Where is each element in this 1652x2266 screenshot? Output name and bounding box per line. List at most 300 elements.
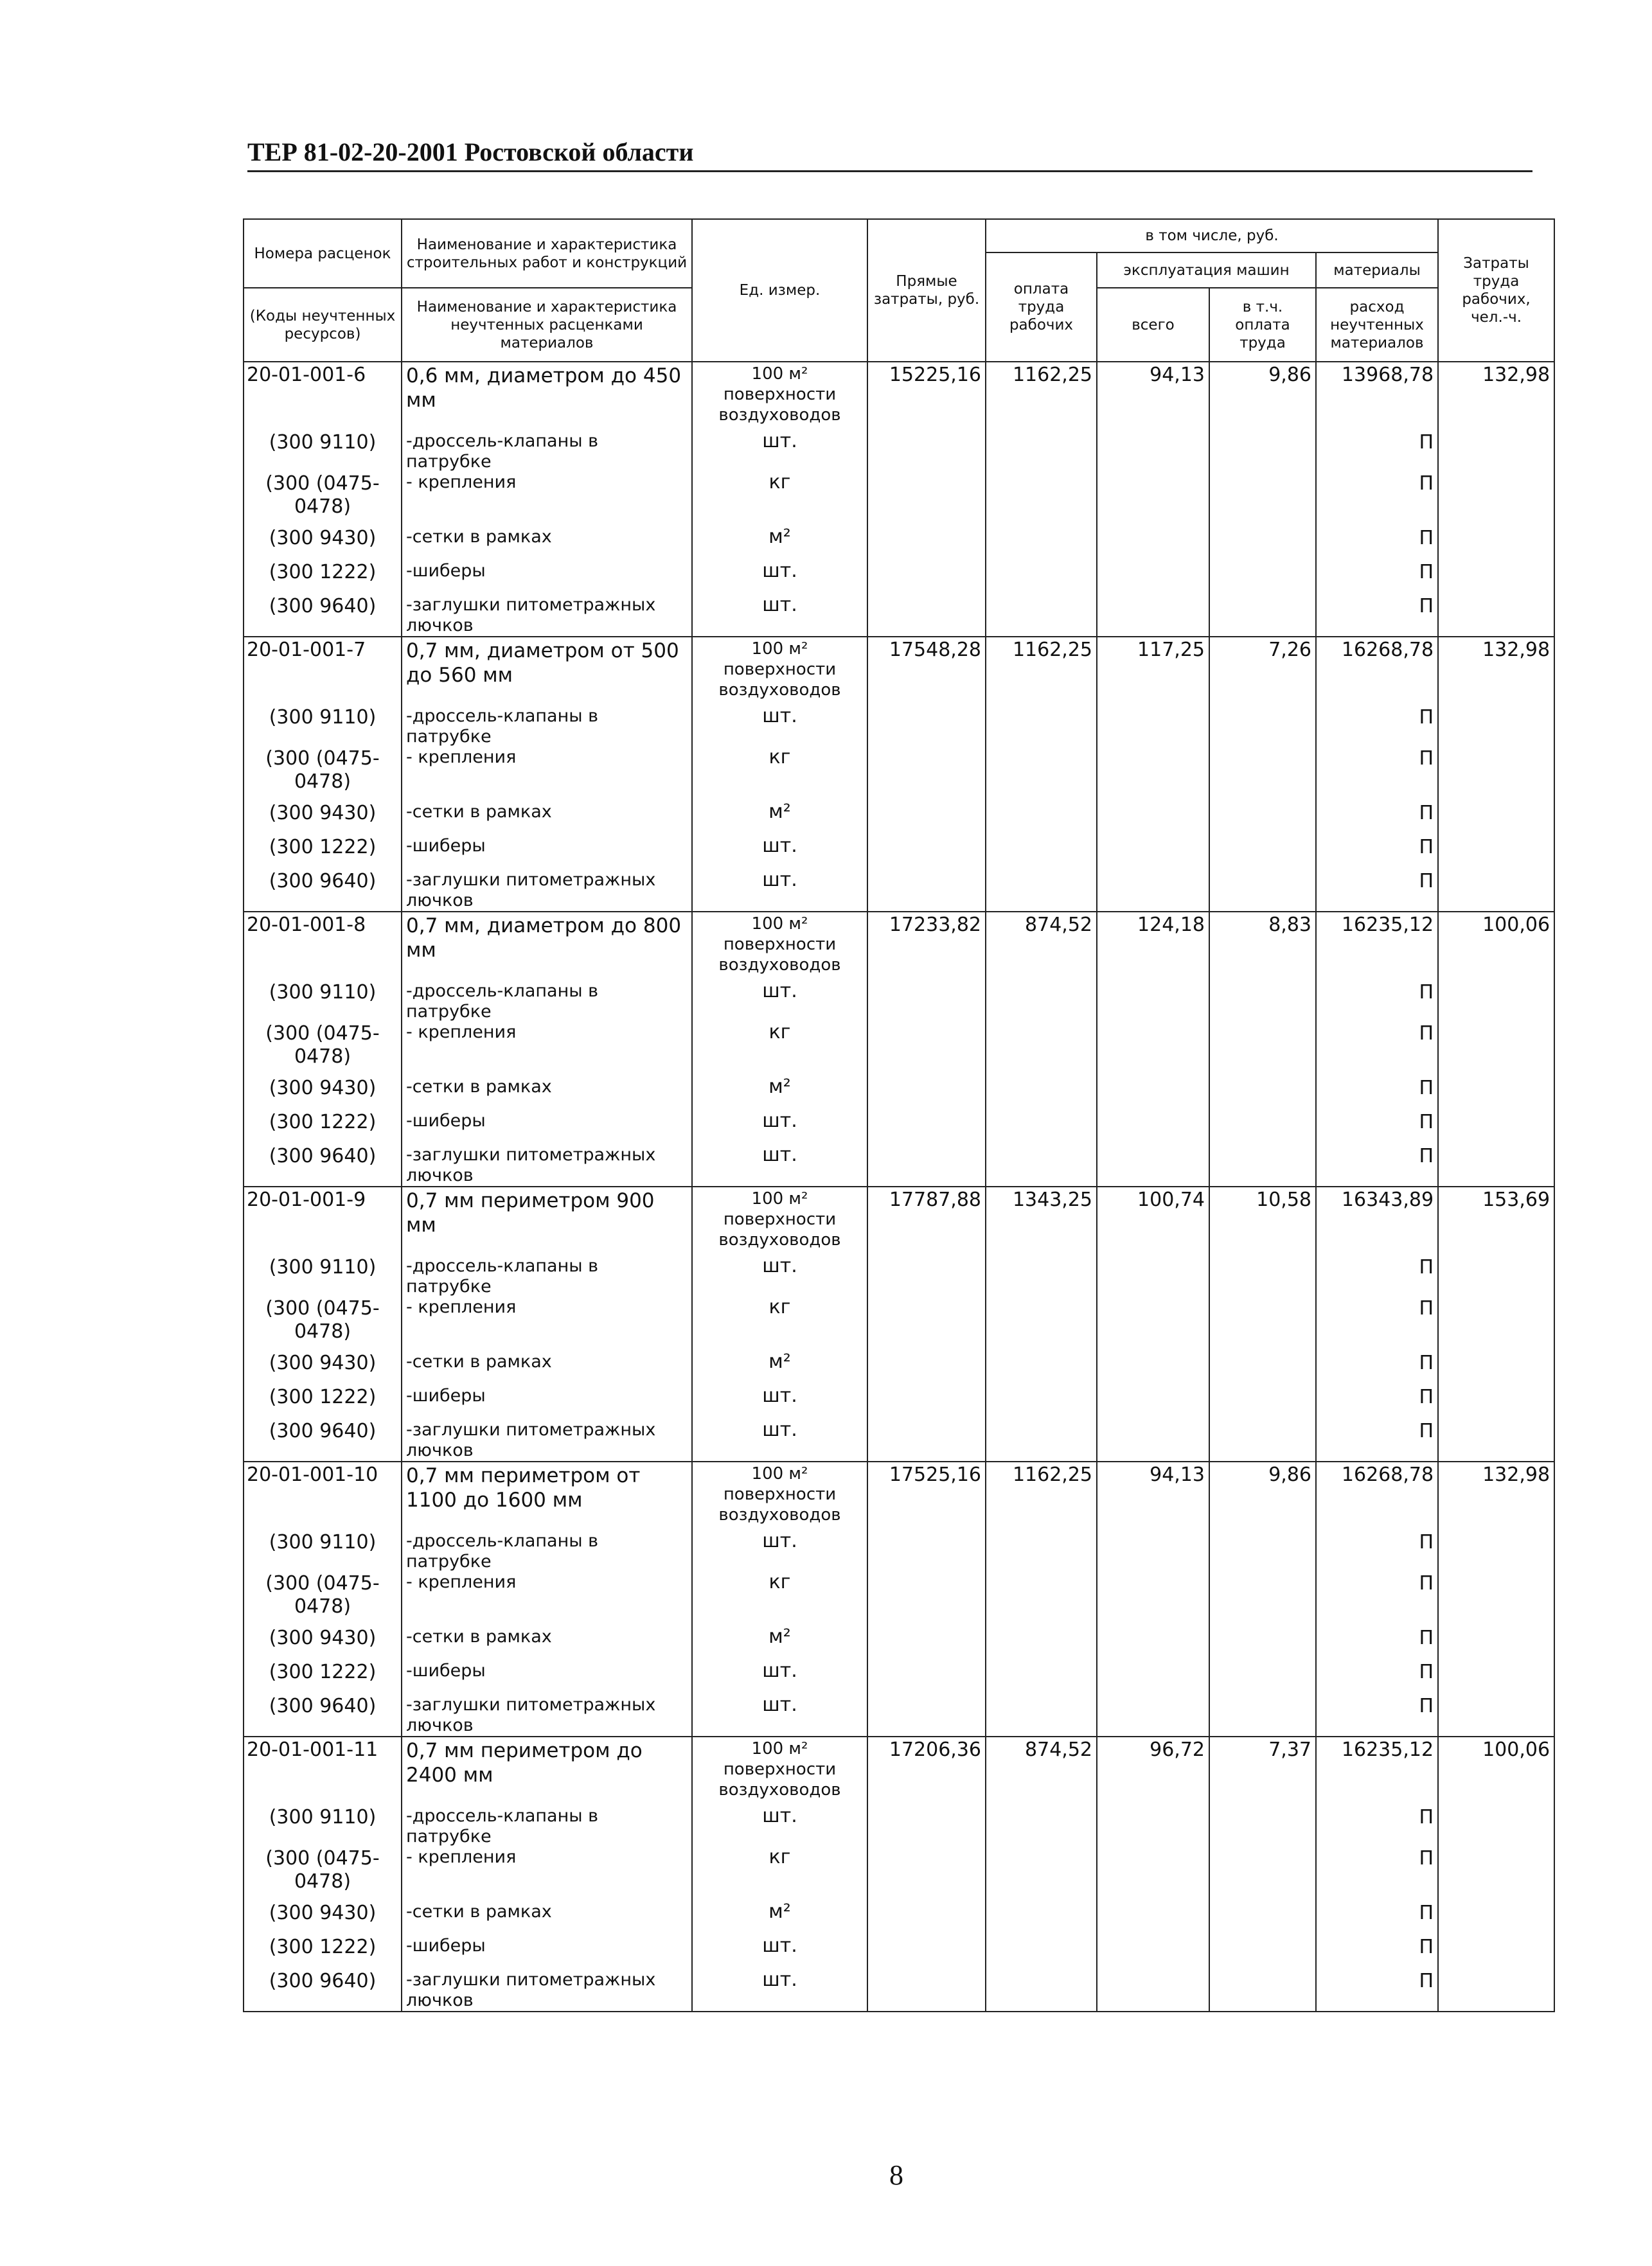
empty-cell xyxy=(1097,1627,1209,1661)
header-name-sub: Наименование и характеристика неучтенных расценками материалов xyxy=(402,288,692,362)
empty-cell xyxy=(986,1297,1097,1352)
rate-name: 0,7 мм, диаметром до 800 мм xyxy=(402,912,692,981)
empty-cell xyxy=(1438,527,1554,561)
empty-cell xyxy=(1209,870,1316,912)
empty-cell xyxy=(1438,1111,1554,1145)
resource-row xyxy=(244,431,1554,472)
empty-cell xyxy=(1209,431,1316,472)
resource-unit: м² xyxy=(692,1352,867,1386)
header-direct-costs: Прямые затраты, руб. xyxy=(867,219,986,362)
resource-code: (300 9110) xyxy=(244,706,402,747)
resource-mark: П xyxy=(1316,1627,1438,1661)
empty-cell xyxy=(1097,1572,1209,1627)
empty-cell xyxy=(986,1572,1097,1627)
machines-labor: 10,58 xyxy=(1209,1187,1316,1256)
resource-code: (300 1222) xyxy=(244,561,402,595)
empty-cell xyxy=(867,1695,986,1737)
resource-row xyxy=(244,472,1554,527)
empty-cell xyxy=(1438,1902,1554,1936)
empty-cell xyxy=(867,747,986,802)
resource-row xyxy=(244,1022,1554,1077)
empty-cell xyxy=(1209,1111,1316,1145)
resource-mark: П xyxy=(1316,561,1438,595)
empty-cell xyxy=(1438,1022,1554,1077)
resource-name: - крепления xyxy=(402,1297,692,1352)
resource-unit: м² xyxy=(692,802,867,836)
empty-cell xyxy=(986,836,1097,870)
empty-cell xyxy=(1438,836,1554,870)
resource-row xyxy=(244,1352,1554,1386)
resource-code: (300 1222) xyxy=(244,1936,402,1970)
resource-code: (300 9430) xyxy=(244,1077,402,1111)
empty-cell xyxy=(1438,1145,1554,1187)
empty-cell xyxy=(1097,1420,1209,1462)
empty-cell xyxy=(867,1661,986,1695)
materials: 16268,78 xyxy=(1316,637,1438,706)
empty-cell xyxy=(1438,1970,1554,2012)
empty-cell xyxy=(1097,1022,1209,1077)
empty-cell xyxy=(1209,1297,1316,1352)
empty-cell xyxy=(1097,1806,1209,1847)
labor-pay: 1162,25 xyxy=(986,1462,1097,1531)
resource-code: (300 (0475-0478) xyxy=(244,1847,402,1902)
machines-total: 94,13 xyxy=(1097,1462,1209,1531)
resource-code: (300 9640) xyxy=(244,1970,402,2012)
machines-total: 117,25 xyxy=(1097,637,1209,706)
rates-table xyxy=(243,218,1555,2012)
resource-name: - крепления xyxy=(402,747,692,802)
empty-cell xyxy=(1209,1022,1316,1077)
empty-cell xyxy=(986,1386,1097,1420)
resource-name: -шиберы xyxy=(402,1661,692,1695)
rate-unit: 100 м² поверхности воздуховодов xyxy=(692,912,867,981)
rate-code: 20-01-001-8 xyxy=(244,912,402,981)
empty-cell xyxy=(1438,1695,1554,1737)
resource-unit: шт. xyxy=(692,836,867,870)
resource-name: -дроссель-клапаны в патрубке xyxy=(402,431,692,472)
resource-code: (300 (0475-0478) xyxy=(244,1297,402,1352)
resource-name: -шиберы xyxy=(402,836,692,870)
empty-cell xyxy=(867,1077,986,1111)
direct-costs: 17233,82 xyxy=(867,912,986,981)
empty-cell xyxy=(1209,472,1316,527)
labor-cost: 100,06 xyxy=(1438,1737,1554,1806)
empty-cell xyxy=(1097,1256,1209,1297)
rate-row xyxy=(244,1737,1554,1806)
empty-cell xyxy=(986,527,1097,561)
empty-cell xyxy=(1097,431,1209,472)
empty-cell xyxy=(1438,1531,1554,1572)
resource-name: -заглушки питометражных лючков xyxy=(402,1145,692,1187)
empty-cell xyxy=(867,870,986,912)
empty-cell xyxy=(1438,1256,1554,1297)
empty-cell xyxy=(867,1022,986,1077)
resource-unit: шт. xyxy=(692,1970,867,2012)
resource-name: -шиберы xyxy=(402,1111,692,1145)
empty-cell xyxy=(1209,1970,1316,2012)
header-machines-labor: в т.ч. оплата труда xyxy=(1209,288,1316,362)
resource-row xyxy=(244,1661,1554,1695)
empty-cell xyxy=(1438,870,1554,912)
empty-cell xyxy=(986,1111,1097,1145)
resource-unit: шт. xyxy=(692,1256,867,1297)
empty-cell xyxy=(1097,1695,1209,1737)
empty-cell xyxy=(1209,1256,1316,1297)
resource-unit: м² xyxy=(692,1627,867,1661)
resource-code: (300 9640) xyxy=(244,1695,402,1737)
resource-mark: П xyxy=(1316,595,1438,637)
empty-cell xyxy=(867,1531,986,1572)
empty-cell xyxy=(867,802,986,836)
materials: 16268,78 xyxy=(1316,1462,1438,1531)
empty-cell xyxy=(1097,706,1209,747)
resource-mark: П xyxy=(1316,1695,1438,1737)
materials: 16343,89 xyxy=(1316,1187,1438,1256)
resource-name: -шиберы xyxy=(402,1386,692,1420)
resource-unit: м² xyxy=(692,527,867,561)
rate-unit: 100 м² поверхности воздуховодов xyxy=(692,637,867,706)
empty-cell xyxy=(1209,1806,1316,1847)
resource-code: (300 9640) xyxy=(244,1420,402,1462)
labor-pay: 874,52 xyxy=(986,912,1097,981)
header-labor-pay: оплата труда рабочих xyxy=(986,252,1097,362)
resource-row xyxy=(244,1077,1554,1111)
resource-code: (300 (0475-0478) xyxy=(244,1572,402,1627)
resource-mark: П xyxy=(1316,1077,1438,1111)
empty-cell xyxy=(867,1420,986,1462)
empty-cell xyxy=(867,1386,986,1420)
labor-pay: 1162,25 xyxy=(986,362,1097,431)
resource-name: -заглушки питометражных лючков xyxy=(402,595,692,637)
resource-unit: шт. xyxy=(692,981,867,1022)
empty-cell xyxy=(867,1970,986,2012)
empty-cell xyxy=(1209,1902,1316,1936)
labor-cost: 132,98 xyxy=(1438,1462,1554,1531)
resource-name: -заглушки питометражных лючков xyxy=(402,1970,692,2012)
empty-cell xyxy=(867,595,986,637)
empty-cell xyxy=(1209,981,1316,1022)
resource-mark: П xyxy=(1316,1297,1438,1352)
machines-labor: 9,86 xyxy=(1209,1462,1316,1531)
labor-cost: 153,69 xyxy=(1438,1187,1554,1256)
resource-row xyxy=(244,836,1554,870)
empty-cell xyxy=(1209,1572,1316,1627)
empty-cell xyxy=(1097,1297,1209,1352)
resource-code: (300 (0475-0478) xyxy=(244,1022,402,1077)
resource-code: (300 9640) xyxy=(244,595,402,637)
empty-cell xyxy=(986,1902,1097,1936)
empty-cell xyxy=(867,561,986,595)
rate-unit: 100 м² поверхности воздуховодов xyxy=(692,1737,867,1806)
empty-cell xyxy=(986,1077,1097,1111)
labor-cost: 132,98 xyxy=(1438,637,1554,706)
rate-unit: 100 м² поверхности воздуховодов xyxy=(692,362,867,431)
resource-mark: П xyxy=(1316,1111,1438,1145)
resource-mark: П xyxy=(1316,472,1438,527)
resource-name: -сетки в рамках xyxy=(402,1902,692,1936)
resource-unit: шт. xyxy=(692,1661,867,1695)
direct-costs: 17548,28 xyxy=(867,637,986,706)
resource-mark: П xyxy=(1316,1970,1438,2012)
rate-unit: 100 м² поверхности воздуховодов xyxy=(692,1462,867,1531)
resource-row xyxy=(244,981,1554,1022)
empty-cell xyxy=(1209,706,1316,747)
resource-code: (300 (0475-0478) xyxy=(244,747,402,802)
resource-mark: П xyxy=(1316,802,1438,836)
empty-cell xyxy=(1209,1627,1316,1661)
resource-mark: П xyxy=(1316,1531,1438,1572)
header-including: в том числе, руб. xyxy=(986,219,1438,252)
resource-mark: П xyxy=(1316,1386,1438,1420)
resource-mark: П xyxy=(1316,981,1438,1022)
page-number: 8 xyxy=(889,2159,903,2191)
materials: 16235,12 xyxy=(1316,912,1438,981)
resource-code: (300 9110) xyxy=(244,431,402,472)
materials: 16235,12 xyxy=(1316,1737,1438,1806)
rate-name: 0,7 мм периметром до 2400 мм xyxy=(402,1737,692,1806)
header-labor-cost: Затраты труда рабочих, чел.-ч. xyxy=(1438,219,1554,362)
empty-cell xyxy=(1097,836,1209,870)
empty-cell xyxy=(1097,1902,1209,1936)
resource-unit: кг xyxy=(692,1847,867,1902)
resource-name: -сетки в рамках xyxy=(402,527,692,561)
empty-cell xyxy=(986,1847,1097,1902)
resource-code: (300 9640) xyxy=(244,870,402,912)
rate-unit: 100 м² поверхности воздуховодов xyxy=(692,1187,867,1256)
empty-cell xyxy=(1438,1386,1554,1420)
empty-cell xyxy=(867,1572,986,1627)
header-unit: Ед. измер. xyxy=(692,219,867,362)
resource-unit: шт. xyxy=(692,1531,867,1572)
resource-name: - крепления xyxy=(402,1847,692,1902)
empty-cell xyxy=(867,1806,986,1847)
empty-cell xyxy=(867,836,986,870)
resource-name: -шиберы xyxy=(402,561,692,595)
empty-cell xyxy=(867,1847,986,1902)
resource-mark: П xyxy=(1316,1847,1438,1902)
empty-cell xyxy=(1209,1936,1316,1970)
resource-unit: кг xyxy=(692,747,867,802)
empty-cell xyxy=(1209,802,1316,836)
resource-unit: шт. xyxy=(692,1695,867,1737)
resource-code: (300 9430) xyxy=(244,802,402,836)
resource-row xyxy=(244,561,1554,595)
rate-name: 0,7 мм периметром от 1100 до 1600 мм xyxy=(402,1462,692,1531)
resource-mark: П xyxy=(1316,1572,1438,1627)
resource-row xyxy=(244,1111,1554,1145)
document-title: ТЕР 81-02-20-2001 Ростовской области xyxy=(247,137,694,166)
direct-costs: 17206,36 xyxy=(867,1737,986,1806)
empty-cell xyxy=(986,595,1097,637)
header-machines: эксплуатация машин xyxy=(1097,252,1316,288)
empty-cell xyxy=(986,1022,1097,1077)
empty-cell xyxy=(1097,1661,1209,1695)
resource-row xyxy=(244,1902,1554,1936)
resource-row xyxy=(244,1627,1554,1661)
empty-cell xyxy=(1097,747,1209,802)
resource-mark: П xyxy=(1316,747,1438,802)
resource-unit: шт. xyxy=(692,1386,867,1420)
resource-code: (300 9110) xyxy=(244,1531,402,1572)
empty-cell xyxy=(1438,1806,1554,1847)
resource-code: (300 9430) xyxy=(244,1627,402,1661)
empty-cell xyxy=(986,472,1097,527)
header-materials: материалы xyxy=(1316,252,1438,288)
empty-cell xyxy=(1438,981,1554,1022)
empty-cell xyxy=(1097,561,1209,595)
empty-cell xyxy=(986,1806,1097,1847)
empty-cell xyxy=(1097,1386,1209,1420)
rate-code: 20-01-001-6 xyxy=(244,362,402,431)
empty-cell xyxy=(986,1695,1097,1737)
empty-cell xyxy=(1097,595,1209,637)
labor-cost: 100,06 xyxy=(1438,912,1554,981)
empty-cell xyxy=(1209,1695,1316,1737)
resource-name: -заглушки питометражных лючков xyxy=(402,1420,692,1462)
empty-cell xyxy=(867,1111,986,1145)
empty-cell xyxy=(867,527,986,561)
empty-cell xyxy=(986,981,1097,1022)
resource-name: -дроссель-клапаны в патрубке xyxy=(402,1806,692,1847)
resource-row xyxy=(244,1145,1554,1187)
resource-unit: шт. xyxy=(692,561,867,595)
resource-mark: П xyxy=(1316,1902,1438,1936)
rate-name: 0,7 мм, диаметром от 500 до 560 мм xyxy=(402,637,692,706)
empty-cell xyxy=(986,747,1097,802)
empty-cell xyxy=(1438,595,1554,637)
machines-labor: 8,83 xyxy=(1209,912,1316,981)
resource-row xyxy=(244,747,1554,802)
resource-name: -дроссель-клапаны в патрубке xyxy=(402,981,692,1022)
machines-total: 94,13 xyxy=(1097,362,1209,431)
resource-row xyxy=(244,1531,1554,1572)
resource-code: (300 9110) xyxy=(244,981,402,1022)
resource-mark: П xyxy=(1316,431,1438,472)
resource-name: - крепления xyxy=(402,1022,692,1077)
rate-code: 20-01-001-10 xyxy=(244,1462,402,1531)
empty-cell xyxy=(1209,1077,1316,1111)
empty-cell xyxy=(1438,1627,1554,1661)
empty-cell xyxy=(1438,1847,1554,1902)
labor-pay: 874,52 xyxy=(986,1737,1097,1806)
resource-name: - крепления xyxy=(402,1572,692,1627)
empty-cell xyxy=(986,1531,1097,1572)
resource-mark: П xyxy=(1316,1145,1438,1187)
resource-mark: П xyxy=(1316,527,1438,561)
empty-cell xyxy=(1438,706,1554,747)
empty-cell xyxy=(986,431,1097,472)
empty-cell xyxy=(867,1902,986,1936)
resource-row xyxy=(244,1572,1554,1627)
empty-cell xyxy=(1097,472,1209,527)
resource-row xyxy=(244,1256,1554,1297)
resource-row xyxy=(244,870,1554,912)
empty-cell xyxy=(986,561,1097,595)
resource-name: -заглушки питометражных лючков xyxy=(402,1695,692,1737)
empty-cell xyxy=(1097,1111,1209,1145)
machines-total: 100,74 xyxy=(1097,1187,1209,1256)
resource-row xyxy=(244,1847,1554,1902)
resource-unit: шт. xyxy=(692,706,867,747)
resource-unit: шт. xyxy=(692,1145,867,1187)
resource-unit: шт. xyxy=(692,431,867,472)
empty-cell xyxy=(867,472,986,527)
empty-cell xyxy=(986,1145,1097,1187)
direct-costs: 15225,16 xyxy=(867,362,986,431)
resource-code: (300 1222) xyxy=(244,1661,402,1695)
resource-mark: П xyxy=(1316,706,1438,747)
header-code: Номера расценок xyxy=(244,219,402,288)
rate-name: 0,7 мм периметром 900 мм xyxy=(402,1187,692,1256)
empty-cell xyxy=(867,1256,986,1297)
resource-name: -дроссель-клапаны в патрубке xyxy=(402,1531,692,1572)
empty-cell xyxy=(1438,561,1554,595)
resource-code: (300 (0475-0478) xyxy=(244,472,402,527)
resource-code: (300 9110) xyxy=(244,1806,402,1847)
empty-cell xyxy=(1438,1352,1554,1386)
empty-cell xyxy=(1438,1936,1554,1970)
resource-unit: кг xyxy=(692,1297,867,1352)
resource-code: (300 9640) xyxy=(244,1145,402,1187)
empty-cell xyxy=(986,1420,1097,1462)
empty-cell xyxy=(1097,1531,1209,1572)
resource-code: (300 1222) xyxy=(244,836,402,870)
empty-cell xyxy=(986,1936,1097,1970)
resource-row xyxy=(244,595,1554,637)
empty-cell xyxy=(1097,1352,1209,1386)
resource-unit: шт. xyxy=(692,1111,867,1145)
direct-costs: 17787,88 xyxy=(867,1187,986,1256)
resource-unit: м² xyxy=(692,1077,867,1111)
machines-labor: 7,26 xyxy=(1209,637,1316,706)
rate-code: 20-01-001-9 xyxy=(244,1187,402,1256)
labor-pay: 1343,25 xyxy=(986,1187,1097,1256)
empty-cell xyxy=(1097,1936,1209,1970)
empty-cell xyxy=(1209,1661,1316,1695)
empty-cell xyxy=(867,1297,986,1352)
rates-body xyxy=(244,362,1554,2012)
empty-cell xyxy=(1438,472,1554,527)
header-code-sub: (Коды неучтенных ресурсов) xyxy=(244,288,402,362)
resource-unit: кг xyxy=(692,472,867,527)
empty-cell xyxy=(1209,1386,1316,1420)
materials: 13968,78 xyxy=(1316,362,1438,431)
resource-row xyxy=(244,1297,1554,1352)
empty-cell xyxy=(1097,1145,1209,1187)
empty-cell xyxy=(986,1970,1097,2012)
empty-cell xyxy=(1438,1420,1554,1462)
resource-mark: П xyxy=(1316,836,1438,870)
resource-code: (300 9110) xyxy=(244,1256,402,1297)
empty-cell xyxy=(1209,1531,1316,1572)
rate-row xyxy=(244,1462,1554,1531)
rate-code: 20-01-001-7 xyxy=(244,637,402,706)
resource-name: -сетки в рамках xyxy=(402,1627,692,1661)
page-header xyxy=(247,132,1532,172)
resource-name: -дроссель-клапаны в патрубке xyxy=(402,706,692,747)
resource-mark: П xyxy=(1316,870,1438,912)
header-materials-sub: расход неучтенных материалов xyxy=(1316,288,1438,362)
empty-cell xyxy=(1209,1847,1316,1902)
header-name: Наименование и характеристика строительных работ и конструкций xyxy=(402,219,692,288)
resource-row xyxy=(244,706,1554,747)
rate-name: 0,6 мм, диаметром до 450 мм xyxy=(402,362,692,431)
empty-cell xyxy=(1097,870,1209,912)
empty-cell xyxy=(867,981,986,1022)
resource-mark: П xyxy=(1316,1661,1438,1695)
empty-cell xyxy=(986,1352,1097,1386)
empty-cell xyxy=(1209,1145,1316,1187)
